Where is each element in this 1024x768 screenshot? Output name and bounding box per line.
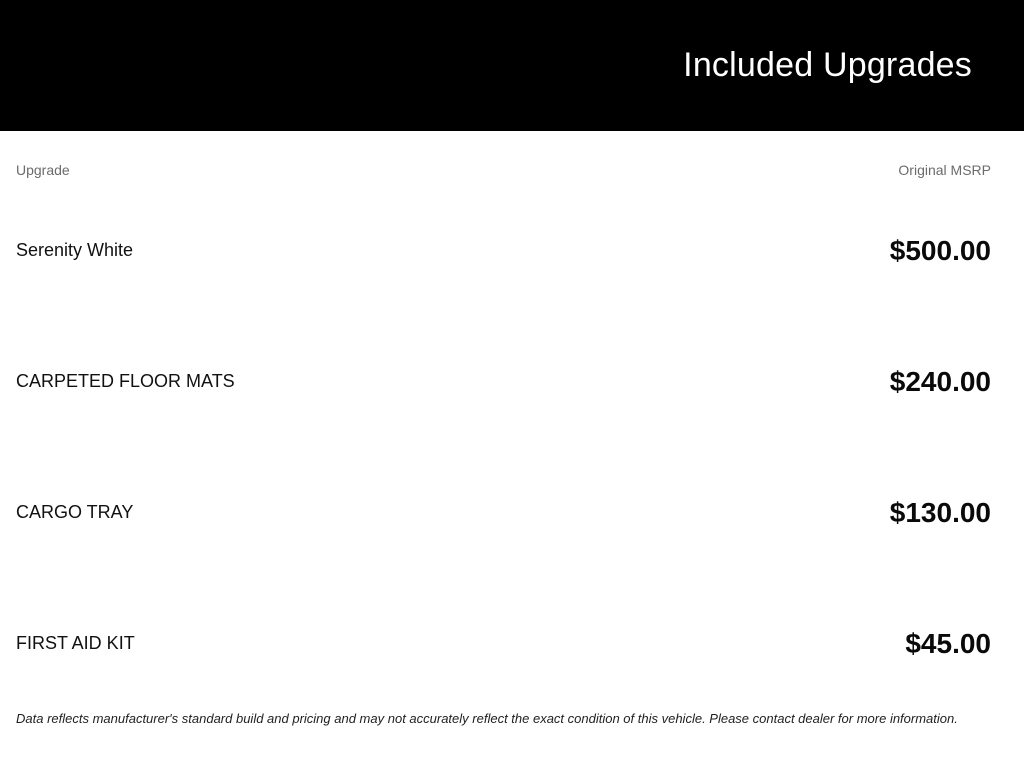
table-row xyxy=(16,578,991,709)
table-row xyxy=(16,316,991,447)
page-title: Included Upgrades xyxy=(683,46,972,84)
table-header-row xyxy=(16,161,991,180)
upgrade-price: $240.00 xyxy=(889,365,991,397)
table-body xyxy=(16,185,991,709)
upgrade-price: $130.00 xyxy=(889,496,991,528)
upgrade-name: Serenity White xyxy=(16,240,134,260)
disclaimer-text: Data reflects manufacturer's standard build and pricing and may not accurately reflect the exact condition of this vehicle. Please contact dealer for more information. xyxy=(16,711,958,726)
upgrade-name: CARPETED FLOOR MATS xyxy=(16,371,235,391)
table-row xyxy=(16,185,991,316)
page-header xyxy=(0,0,1024,131)
upgrade-name: CARGO TRAY xyxy=(16,502,134,522)
upgrade-price: $500.00 xyxy=(889,234,991,266)
column-header-upgrade: Upgrade xyxy=(16,162,70,178)
upgrade-price: $45.00 xyxy=(905,627,991,659)
upgrade-name: FIRST AID KIT xyxy=(16,633,135,653)
column-header-original-msrp: Original MSRP xyxy=(898,162,991,178)
table-row xyxy=(16,447,991,578)
upgrades-table xyxy=(0,161,1024,709)
